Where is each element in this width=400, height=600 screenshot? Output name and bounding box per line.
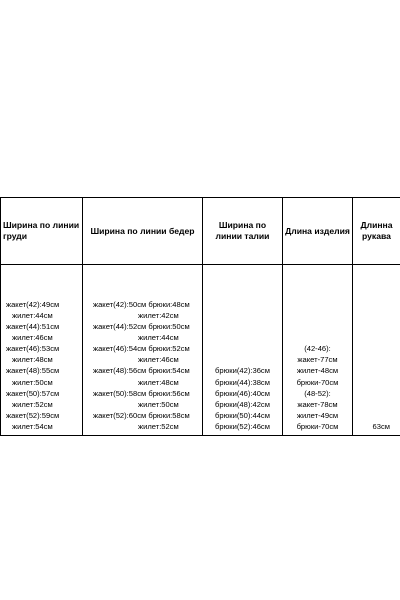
length-line: (42-46): xyxy=(304,344,331,354)
bust-line: жакет(52):59см xyxy=(6,410,60,420)
bust-line: жилет:52см xyxy=(12,399,53,409)
hips-line: жакет(42):50см брюки:48см xyxy=(93,299,190,309)
hips-line: жакет(50):58см брюки:56см xyxy=(93,388,190,398)
waist-line: брюки(50):44см xyxy=(215,410,270,420)
bust-line: жакет(46):53см xyxy=(6,344,60,354)
bust-line: жилет:48см xyxy=(12,355,53,365)
header-hips: Ширина по линии бедер xyxy=(83,198,203,265)
hips-line: жилет:50см xyxy=(138,399,179,409)
length-line: жакет-78см xyxy=(297,399,338,409)
hips-line: жакет(44):52см брюки:50см xyxy=(93,322,190,332)
length-line: брюки-70см xyxy=(296,377,339,387)
bust-line: жилет:46см xyxy=(12,333,53,343)
header-row xyxy=(1,198,400,265)
cell-length xyxy=(283,265,353,436)
length-line: жакет-77см xyxy=(297,355,338,365)
bust-line: жилет:54см xyxy=(12,421,53,431)
hips-line: жакет(52):60см брюки:58см xyxy=(93,410,190,420)
bust-line: жакет(42):49см xyxy=(6,299,60,309)
length-line: жилет-48см xyxy=(296,366,339,376)
hips-line: жакет(48):56см брюки:54см xyxy=(93,366,190,376)
cell-bust xyxy=(1,265,83,436)
size-table xyxy=(0,197,400,436)
hips-line: жилет:48см xyxy=(138,377,179,387)
data-row xyxy=(1,265,400,436)
bust-line: жакет(44):51см xyxy=(6,322,60,332)
hips-line: жилет:46см xyxy=(138,355,179,365)
sleeve-value: 63см xyxy=(372,421,390,431)
cell-waist xyxy=(203,265,283,436)
length-line: (48-52): xyxy=(304,388,331,398)
bust-line: жакет(50):57см xyxy=(6,388,60,398)
hips-line: жилет:44см xyxy=(138,333,179,343)
waist-line: брюки(46):40см xyxy=(215,388,270,398)
bust-line: жилет:50см xyxy=(12,377,53,387)
bust-line: жакет(48):55см xyxy=(6,366,60,376)
cell-hips xyxy=(83,265,203,436)
waist-line: брюки(48):42см xyxy=(215,399,270,409)
header-length: Длина изделия xyxy=(283,198,353,265)
hips-line: жилет:52см xyxy=(138,421,179,431)
length-line: жилет-49см xyxy=(296,410,339,420)
waist-line: брюки(52):46см xyxy=(215,421,270,431)
waist-line: брюки(44):38см xyxy=(215,377,270,387)
header-sleeve: Длинна рукава xyxy=(353,198,400,265)
hips-line: жакет(46):54см брюки:52см xyxy=(93,344,190,354)
waist-line: брюки(42):36см xyxy=(215,366,270,376)
header-bust: Ширина по линии груди xyxy=(1,198,83,265)
length-line: брюки-70см xyxy=(296,421,339,431)
bust-line: жилет:44см xyxy=(12,310,53,320)
hips-line: жилет:42см xyxy=(138,310,179,320)
header-waist: Ширина по линии талии xyxy=(203,198,283,265)
cell-sleeve xyxy=(353,265,400,436)
